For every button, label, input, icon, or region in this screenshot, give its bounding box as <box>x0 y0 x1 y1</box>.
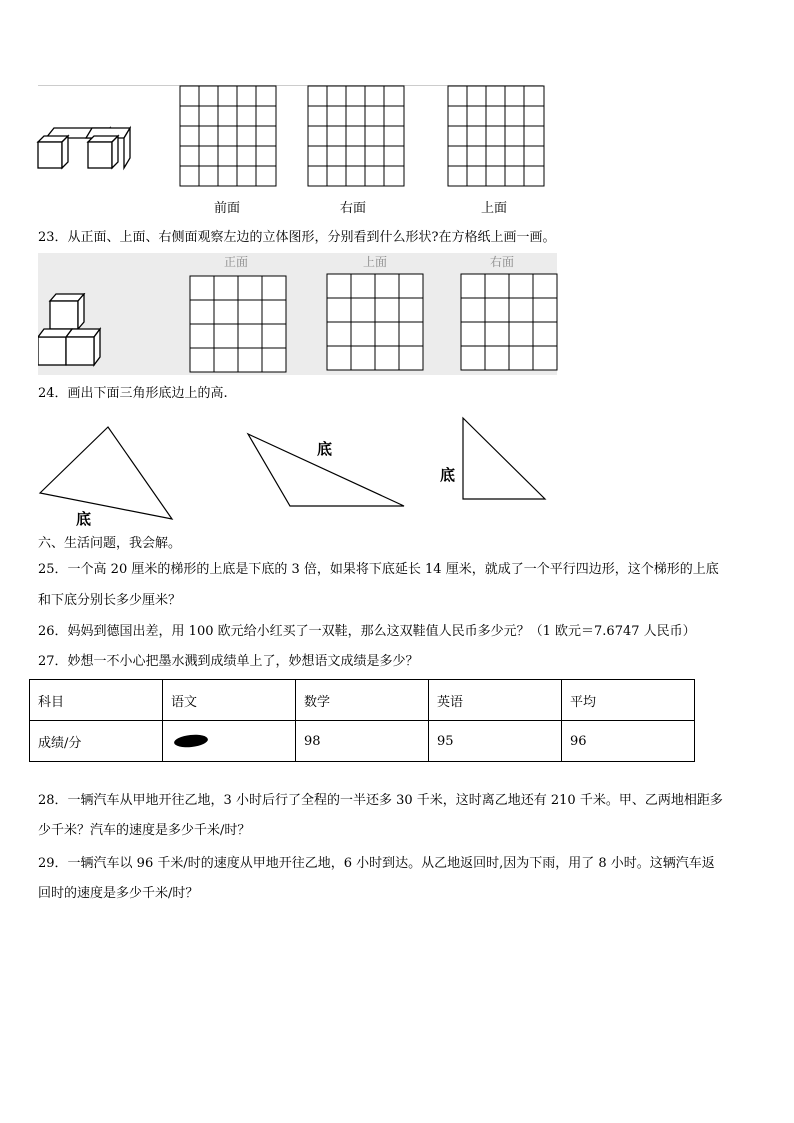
q29-line1: 29．一辆汽车以 96 千米/时的速度从甲地开往乙地，6 小时到达。从乙地返回时,因为下雨，用了 8 小时。这辆汽车返 <box>38 856 715 871</box>
header-subject: 科目 <box>30 680 163 721</box>
q23-text: 23．从正面、上面、右侧面观察左边的立体图形，分别看到什么形状?在方格纸上画一画。 <box>38 230 556 245</box>
q28-line2: 少千米？汽车的速度是多少千米/时？ <box>38 823 251 838</box>
section6-title: 六、生活问题，我会解。 <box>38 536 182 551</box>
q24-text: 24．画出下面三角形底边上的高. <box>38 386 228 401</box>
q25-line1: 25．一个高 20 厘米的梯形的上底是下底的 3 倍，如果将下底延长 14 厘米，就成了一个平行四边形，这个梯形的上底 <box>38 562 719 577</box>
score-table <box>29 679 695 762</box>
grid-top[interactable] <box>447 85 545 187</box>
table-row <box>30 721 695 762</box>
ink-blot <box>173 733 209 749</box>
q23-label-top: 上面 <box>363 255 388 269</box>
q25-line2: 和下底分别长多少厘米？ <box>38 593 182 608</box>
header-english: 英语 <box>429 680 562 721</box>
math-score: 98 <box>296 721 429 762</box>
q29-line2: 回时的速度是多少千米/时？ <box>38 886 199 901</box>
table-row <box>30 680 695 721</box>
row-label-score: 成绩/分 <box>30 721 163 762</box>
triangle-3-base-label: 底 <box>440 466 456 484</box>
q23-label-right: 右面 <box>490 255 515 269</box>
header-math: 数学 <box>296 680 429 721</box>
q27-text: 27．妙想一不小心把墨水溅到成绩单上了，妙想语文成绩是多少？ <box>38 654 419 669</box>
triangle-3[interactable] <box>461 416 549 502</box>
average-score: 96 <box>562 721 695 762</box>
q23-grid-right[interactable] <box>460 273 558 371</box>
q28-line1: 28．一辆汽车从甲地开往乙地，3 小时后行了全程的一半还多 30 千米，这时离乙地还有 210 千米。甲、乙两地相距多 <box>38 793 723 808</box>
triangle-2-base-label: 底 <box>317 440 333 458</box>
english-score: 95 <box>429 721 562 762</box>
label-front: 前面 <box>214 201 241 216</box>
triangle-1[interactable] <box>38 425 178 525</box>
label-top: 上面 <box>481 201 508 216</box>
grid-right[interactable] <box>307 85 405 187</box>
chinese-score-ink-blot <box>163 721 296 762</box>
cube-figure-2 <box>38 293 104 367</box>
q23-grid-top[interactable] <box>326 273 424 371</box>
q26-text: 26．妈妈到德国出差，用 100 欧元给小红买了一双鞋，那么这双鞋值人民币多少元？（1 欧元＝7.6747 人民币） <box>38 624 696 639</box>
q23-grid-front[interactable] <box>189 275 287 373</box>
cube-figure-1 <box>36 120 132 172</box>
grid-front[interactable] <box>179 85 277 187</box>
header-chinese: 语文 <box>163 680 296 721</box>
label-right: 右面 <box>340 201 367 216</box>
q23-label-front: 正面 <box>224 255 249 269</box>
header-average: 平均 <box>562 680 695 721</box>
triangle-1-base-label: 底 <box>76 510 92 528</box>
